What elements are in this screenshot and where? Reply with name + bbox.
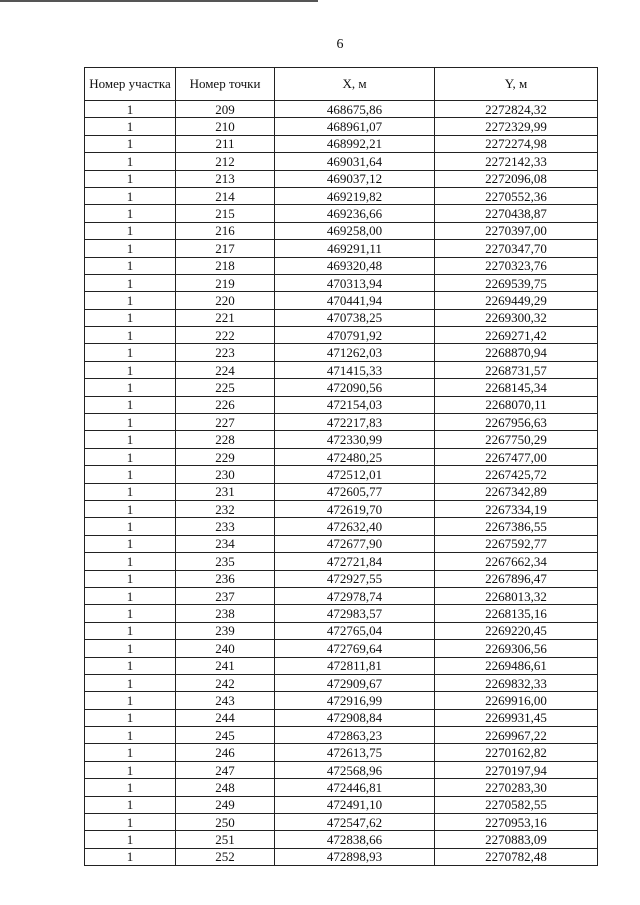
y-coordinate-cell: 2270438,87 xyxy=(435,205,598,222)
x-coordinate-cell: 468961,07 xyxy=(275,118,435,135)
y-coordinate-cell: 2270323,76 xyxy=(435,257,598,274)
y-coordinate-cell: 2268070,11 xyxy=(435,396,598,413)
point-number-cell: 218 xyxy=(176,257,275,274)
plot-number-cell: 1 xyxy=(85,605,176,622)
table-row xyxy=(85,518,598,535)
plot-number-cell: 1 xyxy=(85,153,176,170)
plot-number-cell: 1 xyxy=(85,727,176,744)
y-coordinate-cell: 2269539,75 xyxy=(435,274,598,291)
plot-number-cell: 1 xyxy=(85,657,176,674)
x-coordinate-cell: 472765,04 xyxy=(275,622,435,639)
table-row xyxy=(85,187,598,204)
point-number-cell: 234 xyxy=(176,535,275,552)
x-coordinate-cell: 468992,21 xyxy=(275,135,435,152)
table-row xyxy=(85,448,598,465)
x-coordinate-cell: 470738,25 xyxy=(275,309,435,326)
plot-number-cell: 1 xyxy=(85,831,176,848)
table-row xyxy=(85,640,598,657)
plot-number-cell: 1 xyxy=(85,101,176,118)
point-number-cell: 210 xyxy=(176,118,275,135)
y-coordinate-cell: 2269832,33 xyxy=(435,674,598,691)
x-coordinate-cell: 469291,11 xyxy=(275,240,435,257)
point-number-cell: 216 xyxy=(176,222,275,239)
point-number-cell: 228 xyxy=(176,431,275,448)
y-coordinate-cell: 2267386,55 xyxy=(435,518,598,535)
table-row xyxy=(85,674,598,691)
point-number-cell: 220 xyxy=(176,292,275,309)
y-coordinate-cell: 2267342,89 xyxy=(435,483,598,500)
table-row xyxy=(85,622,598,639)
plot-number-cell: 1 xyxy=(85,796,176,813)
table-row xyxy=(85,500,598,517)
y-coordinate-cell: 2270197,94 xyxy=(435,761,598,778)
point-number-cell: 246 xyxy=(176,744,275,761)
plot-number-cell: 1 xyxy=(85,344,176,361)
x-coordinate-cell: 472480,25 xyxy=(275,448,435,465)
table-row xyxy=(85,170,598,187)
plot-number-cell: 1 xyxy=(85,640,176,657)
y-coordinate-cell: 2272329,99 xyxy=(435,118,598,135)
x-coordinate-cell: 472769,64 xyxy=(275,640,435,657)
table-row xyxy=(85,118,598,135)
x-coordinate-cell: 472838,66 xyxy=(275,831,435,848)
x-coordinate-cell: 469037,12 xyxy=(275,170,435,187)
point-number-cell: 232 xyxy=(176,500,275,517)
point-number-cell: 238 xyxy=(176,605,275,622)
y-coordinate-cell: 2272824,32 xyxy=(435,101,598,118)
plot-number-cell: 1 xyxy=(85,274,176,291)
point-number-cell: 227 xyxy=(176,414,275,431)
y-coordinate-cell: 2270347,70 xyxy=(435,240,598,257)
x-coordinate-cell: 472446,81 xyxy=(275,779,435,796)
plot-number-cell: 1 xyxy=(85,518,176,535)
y-coordinate-cell: 2270283,30 xyxy=(435,779,598,796)
plot-number-cell: 1 xyxy=(85,379,176,396)
x-coordinate-cell: 472898,93 xyxy=(275,848,435,865)
plot-number-cell: 1 xyxy=(85,466,176,483)
x-coordinate-cell: 472811,81 xyxy=(275,657,435,674)
table-row xyxy=(85,796,598,813)
table-row xyxy=(85,431,598,448)
plot-number-cell: 1 xyxy=(85,622,176,639)
x-coordinate-cell: 472217,83 xyxy=(275,414,435,431)
y-coordinate-cell: 2267425,72 xyxy=(435,466,598,483)
point-number-cell: 247 xyxy=(176,761,275,778)
y-coordinate-cell: 2268013,32 xyxy=(435,587,598,604)
table-row xyxy=(85,414,598,431)
y-coordinate-cell: 2267592,77 xyxy=(435,535,598,552)
table-row xyxy=(85,535,598,552)
x-coordinate-cell: 469219,82 xyxy=(275,187,435,204)
x-coordinate-cell: 472090,56 xyxy=(275,379,435,396)
x-coordinate-cell: 472619,70 xyxy=(275,500,435,517)
point-number-cell: 231 xyxy=(176,483,275,500)
y-coordinate-cell: 2269449,29 xyxy=(435,292,598,309)
y-coordinate-cell: 2267896,47 xyxy=(435,570,598,587)
x-coordinate-cell: 472568,96 xyxy=(275,761,435,778)
table-row xyxy=(85,570,598,587)
y-coordinate-cell: 2270397,00 xyxy=(435,222,598,239)
y-coordinate-cell: 2272142,33 xyxy=(435,153,598,170)
plot-number-cell: 1 xyxy=(85,135,176,152)
table-row xyxy=(85,831,598,848)
point-number-cell: 230 xyxy=(176,466,275,483)
point-number-cell: 224 xyxy=(176,361,275,378)
table-row xyxy=(85,466,598,483)
plot-number-cell: 1 xyxy=(85,779,176,796)
point-number-cell: 235 xyxy=(176,553,275,570)
point-number-cell: 215 xyxy=(176,205,275,222)
plot-number-cell: 1 xyxy=(85,396,176,413)
x-coordinate-cell: 470791,92 xyxy=(275,327,435,344)
x-coordinate-cell: 472677,90 xyxy=(275,535,435,552)
table-row xyxy=(85,779,598,796)
x-coordinate-cell: 472154,03 xyxy=(275,396,435,413)
y-coordinate-cell: 2269306,56 xyxy=(435,640,598,657)
table-row xyxy=(85,848,598,865)
x-coordinate-cell: 469236,66 xyxy=(275,205,435,222)
point-number-cell: 236 xyxy=(176,570,275,587)
x-coordinate-cell: 470313,94 xyxy=(275,274,435,291)
coordinates-table xyxy=(84,67,598,866)
plot-number-cell: 1 xyxy=(85,205,176,222)
y-coordinate-cell: 2267477,00 xyxy=(435,448,598,465)
y-coordinate-cell: 2270883,09 xyxy=(435,831,598,848)
table-row xyxy=(85,292,598,309)
plot-number-cell: 1 xyxy=(85,553,176,570)
x-coordinate-cell: 472605,77 xyxy=(275,483,435,500)
plot-number-cell: 1 xyxy=(85,222,176,239)
point-number-cell: 212 xyxy=(176,153,275,170)
plot-number-cell: 1 xyxy=(85,500,176,517)
x-coordinate-cell: 472978,74 xyxy=(275,587,435,604)
plot-number-cell: 1 xyxy=(85,761,176,778)
point-number-cell: 214 xyxy=(176,187,275,204)
table-row xyxy=(85,309,598,326)
point-number-cell: 239 xyxy=(176,622,275,639)
x-coordinate-cell: 472491,10 xyxy=(275,796,435,813)
table-row xyxy=(85,396,598,413)
point-number-cell: 219 xyxy=(176,274,275,291)
x-coordinate-cell: 472927,55 xyxy=(275,570,435,587)
table-header-row xyxy=(85,68,598,101)
y-coordinate-cell: 2268145,34 xyxy=(435,379,598,396)
plot-number-cell: 1 xyxy=(85,814,176,831)
point-number-cell: 225 xyxy=(176,379,275,396)
y-coordinate-cell: 2269300,32 xyxy=(435,309,598,326)
x-coordinate-cell: 472330,99 xyxy=(275,431,435,448)
x-coordinate-cell: 472632,40 xyxy=(275,518,435,535)
y-coordinate-cell: 2268731,57 xyxy=(435,361,598,378)
header-y-coordinate: Y, м xyxy=(435,68,598,101)
x-coordinate-cell: 472547,62 xyxy=(275,814,435,831)
y-coordinate-cell: 2272274,98 xyxy=(435,135,598,152)
y-coordinate-cell: 2267334,19 xyxy=(435,500,598,517)
x-coordinate-cell: 472916,99 xyxy=(275,692,435,709)
y-coordinate-cell: 2270552,36 xyxy=(435,187,598,204)
y-coordinate-cell: 2269916,00 xyxy=(435,692,598,709)
table-row xyxy=(85,205,598,222)
point-number-cell: 226 xyxy=(176,396,275,413)
table-row xyxy=(85,587,598,604)
plot-number-cell: 1 xyxy=(85,118,176,135)
table-row xyxy=(85,483,598,500)
point-number-cell: 248 xyxy=(176,779,275,796)
point-number-cell: 211 xyxy=(176,135,275,152)
x-coordinate-cell: 472613,75 xyxy=(275,744,435,761)
y-coordinate-cell: 2270953,16 xyxy=(435,814,598,831)
y-coordinate-cell: 2269271,42 xyxy=(435,327,598,344)
y-coordinate-cell: 2267956,63 xyxy=(435,414,598,431)
x-coordinate-cell: 472909,67 xyxy=(275,674,435,691)
x-coordinate-cell: 471415,33 xyxy=(275,361,435,378)
table-row xyxy=(85,361,598,378)
point-number-cell: 213 xyxy=(176,170,275,187)
plot-number-cell: 1 xyxy=(85,187,176,204)
point-number-cell: 245 xyxy=(176,727,275,744)
point-number-cell: 243 xyxy=(176,692,275,709)
plot-number-cell: 1 xyxy=(85,848,176,865)
x-coordinate-cell: 469320,48 xyxy=(275,257,435,274)
point-number-cell: 250 xyxy=(176,814,275,831)
plot-number-cell: 1 xyxy=(85,483,176,500)
header-x-coordinate: X, м xyxy=(275,68,435,101)
x-coordinate-cell: 472721,84 xyxy=(275,553,435,570)
point-number-cell: 251 xyxy=(176,831,275,848)
table-row xyxy=(85,553,598,570)
y-coordinate-cell: 2269486,61 xyxy=(435,657,598,674)
plot-number-cell: 1 xyxy=(85,674,176,691)
x-coordinate-cell: 472863,23 xyxy=(275,727,435,744)
table-row xyxy=(85,257,598,274)
table-row xyxy=(85,657,598,674)
table-body xyxy=(85,101,598,866)
y-coordinate-cell: 2268870,94 xyxy=(435,344,598,361)
point-number-cell: 241 xyxy=(176,657,275,674)
x-coordinate-cell: 472983,57 xyxy=(275,605,435,622)
plot-number-cell: 1 xyxy=(85,361,176,378)
table-row xyxy=(85,153,598,170)
y-coordinate-cell: 2270582,55 xyxy=(435,796,598,813)
y-coordinate-cell: 2270162,82 xyxy=(435,744,598,761)
table-row xyxy=(85,727,598,744)
table-row xyxy=(85,135,598,152)
point-number-cell: 209 xyxy=(176,101,275,118)
point-number-cell: 222 xyxy=(176,327,275,344)
x-coordinate-cell: 472512,01 xyxy=(275,466,435,483)
y-coordinate-cell: 2269220,45 xyxy=(435,622,598,639)
y-coordinate-cell: 2272096,08 xyxy=(435,170,598,187)
plot-number-cell: 1 xyxy=(85,292,176,309)
point-number-cell: 233 xyxy=(176,518,275,535)
plot-number-cell: 1 xyxy=(85,744,176,761)
plot-number-cell: 1 xyxy=(85,535,176,552)
plot-number-cell: 1 xyxy=(85,709,176,726)
plot-number-cell: 1 xyxy=(85,309,176,326)
page-number: 6 xyxy=(336,37,344,52)
table-row xyxy=(85,692,598,709)
plot-number-cell: 1 xyxy=(85,170,176,187)
table-row xyxy=(85,709,598,726)
plot-number-cell: 1 xyxy=(85,448,176,465)
scan-edge-line xyxy=(0,0,318,2)
y-coordinate-cell: 2268135,16 xyxy=(435,605,598,622)
table-row xyxy=(85,814,598,831)
table-row xyxy=(85,344,598,361)
header-plot-number: Номер участка xyxy=(85,68,176,101)
point-number-cell: 223 xyxy=(176,344,275,361)
table-row xyxy=(85,761,598,778)
point-number-cell: 221 xyxy=(176,309,275,326)
plot-number-cell: 1 xyxy=(85,414,176,431)
x-coordinate-cell: 469031,64 xyxy=(275,153,435,170)
table-row xyxy=(85,744,598,761)
plot-number-cell: 1 xyxy=(85,257,176,274)
plot-number-cell: 1 xyxy=(85,692,176,709)
point-number-cell: 237 xyxy=(176,587,275,604)
y-coordinate-cell: 2267662,34 xyxy=(435,553,598,570)
table-row xyxy=(85,274,598,291)
point-number-cell: 229 xyxy=(176,448,275,465)
point-number-cell: 244 xyxy=(176,709,275,726)
header-point-number: Номер точки xyxy=(176,68,275,101)
table-row xyxy=(85,605,598,622)
point-number-cell: 242 xyxy=(176,674,275,691)
y-coordinate-cell: 2269967,22 xyxy=(435,727,598,744)
table-row xyxy=(85,379,598,396)
plot-number-cell: 1 xyxy=(85,431,176,448)
point-number-cell: 252 xyxy=(176,848,275,865)
plot-number-cell: 1 xyxy=(85,570,176,587)
y-coordinate-cell: 2270782,48 xyxy=(435,848,598,865)
x-coordinate-cell: 469258,00 xyxy=(275,222,435,239)
table-row xyxy=(85,222,598,239)
point-number-cell: 249 xyxy=(176,796,275,813)
table-row xyxy=(85,327,598,344)
x-coordinate-cell: 472908,84 xyxy=(275,709,435,726)
plot-number-cell: 1 xyxy=(85,587,176,604)
table-row xyxy=(85,240,598,257)
x-coordinate-cell: 468675,86 xyxy=(275,101,435,118)
plot-number-cell: 1 xyxy=(85,327,176,344)
plot-number-cell: 1 xyxy=(85,240,176,257)
y-coordinate-cell: 2267750,29 xyxy=(435,431,598,448)
x-coordinate-cell: 471262,03 xyxy=(275,344,435,361)
y-coordinate-cell: 2269931,45 xyxy=(435,709,598,726)
point-number-cell: 240 xyxy=(176,640,275,657)
point-number-cell: 217 xyxy=(176,240,275,257)
x-coordinate-cell: 470441,94 xyxy=(275,292,435,309)
table-row xyxy=(85,101,598,118)
